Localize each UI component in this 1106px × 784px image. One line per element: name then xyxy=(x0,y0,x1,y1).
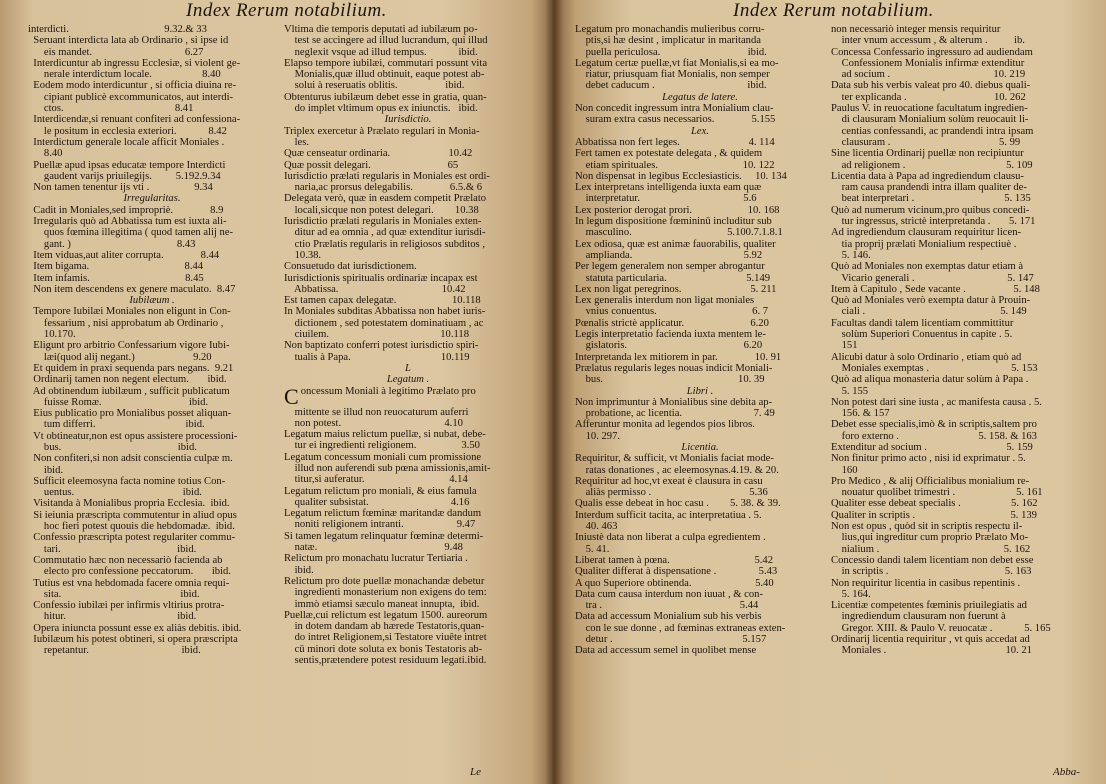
index-entry: 156. & 157 xyxy=(831,408,890,420)
catchword-right: Abba- xyxy=(1053,766,1080,778)
index-entry: Item viduas,aut aliter corrupta. 8.44 xyxy=(28,249,220,261)
index-column-left-2 xyxy=(284,24,532,666)
index-entry: Opera iniuncta possunt esse ex aliàs debitis. ibid. xyxy=(28,622,242,634)
index-entry: tia proprij prælati Monialium respectiuè . xyxy=(831,238,1017,250)
index-entry: test se accingere ad illud lucrandum, qui illud xyxy=(284,35,488,47)
catchword-left: Le xyxy=(470,766,481,778)
index-entry: Per legem generalem non semper abrogantur xyxy=(575,261,765,273)
index-entry: Interpretanda lex mitiorem in par. 10. 91 xyxy=(575,351,782,363)
index-entry: titur,si auferatur. 4.14 xyxy=(284,474,468,486)
index-entry: Pro Medico , & alij Officialibus monialium re- xyxy=(831,475,1030,487)
index-entry: eis mandet. 6.27 xyxy=(28,46,204,58)
index-entry: Delegata verò, quæ in easdem competit Prælato xyxy=(284,193,487,205)
index-entry: 5. 164. xyxy=(831,588,871,600)
index-heading: Iubilæum . xyxy=(129,295,175,307)
index-entry: Monialis,quæ illud obtinuit, eaque potest ab- xyxy=(284,69,485,81)
index-heading: L xyxy=(405,362,411,374)
index-entry: Lex odiosa, quæ est animæ fauorabilis, qualiter xyxy=(575,238,776,250)
index-entry: Abbatissa non fert leges. 4. 114 xyxy=(575,136,775,148)
index-entry: Eodem modo interdicuntur , si officia diuina re- xyxy=(28,80,237,92)
index-entry: Vltima die temporis deputati ad iubilæum po- xyxy=(284,24,478,35)
index-entry: Ad ingrediendum clausuram requiritur licen- xyxy=(831,227,1022,239)
index-entry: sentis,prætendere potest residuum legati.ibid. xyxy=(284,655,487,667)
index-entry: Puellæ apud ipsas educatæ tempore Interdicti xyxy=(28,159,226,171)
index-entry: gaudent varijs priuilegijs. 5.192.9.34 xyxy=(28,170,221,182)
index-entry: ditur ad ea omnia , ad quæ extenditur iurisdi- xyxy=(284,227,486,239)
index-entry: qualiter subsistat. 4.16 xyxy=(284,496,470,508)
index-entry: ctio Prælatis regularis in religiosos subditos , xyxy=(284,238,485,250)
index-entry: tualis à Papa. 10.119 xyxy=(284,351,470,363)
index-entry: do implet vltimum opus ex iniunctis. ibid. xyxy=(284,103,478,115)
index-entry: Data sub his verbis valeat pro 40. diebus quali- xyxy=(831,80,1031,92)
index-entry: Abbatissa. 10.42 xyxy=(284,283,466,295)
index-entry: gant. ) 8.43 xyxy=(28,238,196,250)
index-entry: ibid. xyxy=(28,464,64,476)
index-entry: ibid. xyxy=(284,564,314,576)
index-entry: Commutatio hæc non necessariò facienda ab xyxy=(28,554,223,566)
index-entry: in dotem dandam ab hærede Testatoris,quan- xyxy=(284,621,485,633)
index-entry: Data ad accessum Monialium sub his verbis xyxy=(575,611,762,623)
index-entry: Legatum relictum fœminæ maritandæ dandum xyxy=(284,508,482,520)
index-entry: Prælatus regularis leges nouas indicit Moniali- xyxy=(575,362,773,374)
index-entry: Non tamen tenentur ijs vti . 9.34 xyxy=(28,182,213,194)
right-page xyxy=(553,0,1106,784)
index-entry: Fert tamen ex potestate delegata , & quidem xyxy=(575,148,763,160)
index-entry: cū minori dote soluta ex bonis Testatoris ab- xyxy=(284,643,483,655)
index-entry: ram causa prandendi intra illam qualiter de- xyxy=(831,182,1027,194)
index-entry: Vt obtineatur,non est opus assistere processioni- xyxy=(28,430,238,442)
index-entry: Obtenturus iubilæum debet esse in gratia, quan- xyxy=(284,91,487,103)
index-entry: Iurisdictio prælati regularis in Moniales exten- xyxy=(284,216,482,228)
index-entry: Irregularis quò ad Abbatissa tum est iuxta ali- xyxy=(28,216,227,228)
index-entry: detur . 5.157 xyxy=(575,634,767,646)
index-entry: Alicubi datur à solo Ordinario , etiam quò ad xyxy=(831,351,1022,363)
index-entry: Pœnalis strictè applicatur. 6.20 xyxy=(575,317,769,329)
index-entry: Item bigama. 8.44 xyxy=(28,261,204,273)
index-column-left-1 xyxy=(28,24,276,657)
index-entry: 10.170. xyxy=(28,329,76,341)
index-entry: 5. 41. xyxy=(575,543,610,555)
index-entry: Legatum concessum moniali cum promissione xyxy=(284,451,482,463)
index-entry: 10.38. xyxy=(284,249,322,261)
index-entry: Lex non ligat peregrinos. 5. 211 xyxy=(575,283,777,295)
index-entry: Interdicuntur ab ingressu Ecclesiæ, si violent ge- xyxy=(28,57,241,69)
index-entry: Confessio præscripta potest regulariter commu- xyxy=(28,532,236,544)
index-entry: le positum in ecclesia exteriori. 8.42 xyxy=(28,125,227,137)
index-entry: statuta particularia. 5.149 xyxy=(575,272,771,284)
index-entry: Confessionem Monialis infirmæ extenditur xyxy=(831,57,1025,69)
index-entry: Legatum certæ puellæ,vt fiat Monialis,si ea mo- xyxy=(575,57,779,69)
index-entry: Visitanda à Monialibus propria Ecclesia. ibid. xyxy=(28,498,230,510)
index-entry: Afferuntur monita ad legendos pios libros. xyxy=(575,419,755,431)
index-entry: Si ieiunia præscripta commutentur in aliud opus xyxy=(28,509,237,521)
index-entry: illud non auferendi sub pœna amissionis,amit- xyxy=(284,462,491,474)
index-entry: Lex posterior derogat prori. 10. 168 xyxy=(575,204,780,216)
index-heading: Legatus de latere. xyxy=(662,91,738,103)
index-entry: Non potest dari sine iusta , ac manifesta causa . 5. xyxy=(831,396,1042,408)
index-entry: cipiant publicè excommunicatos, aut interdi- xyxy=(28,91,234,103)
index-entry: tari. ibid. xyxy=(28,543,197,555)
index-entry: Concessum Moniali à legitimo Prælato pro xyxy=(284,385,476,407)
index-entry: fuisse Romæ. ibid. xyxy=(28,396,209,408)
index-entry: Seruant interdicta lata ab Ordinario , si ipse id xyxy=(28,35,229,47)
index-entry: 8.40 xyxy=(28,148,63,160)
index-entry: Relictum pro dote puellæ monachandæ debetur xyxy=(284,575,485,587)
index-entry: beat interpretari . 5. 135 xyxy=(831,193,1031,205)
book-gutter xyxy=(545,0,563,784)
index-entry: 160 xyxy=(831,464,858,476)
index-entry: tur ei ingredienti religionem. 3.50 xyxy=(284,440,480,452)
index-entry: interdicti. 9.32.& 33 xyxy=(28,24,207,35)
index-entry: Qualiter in scriptis . 5. 139 xyxy=(831,509,1037,521)
index-entry: Ordinarij licentia requiritur , vt quis accedat ad xyxy=(831,634,1030,646)
index-entry: Cadit in Moniales,sed impropriè. 8.9 xyxy=(28,204,224,216)
index-entry: Concessio dandi talem licentiam non debet esse xyxy=(831,554,1034,566)
index-entry: Qualiter esse debeat specialis . 5. 162 xyxy=(831,498,1038,510)
index-entry: Licentia data à Papa ad ingrediendum clausu- xyxy=(831,170,1024,182)
index-entry: les. xyxy=(284,136,310,148)
index-entry: probatione, ac licentia. 7. 49 xyxy=(575,408,775,420)
index-entry: Qualis esse debeat in hoc casu . 5. 38. & 39. xyxy=(575,498,781,510)
index-entry: ter explicanda . 10. 262 xyxy=(831,91,1026,103)
index-entry: locali,sicque non potest delegari. 10.38 xyxy=(284,204,479,216)
index-entry: Liberat tamen à pœna. 5.42 xyxy=(575,554,774,566)
index-entry: 5. 155 xyxy=(831,385,869,397)
index-entry: repetantur. ibid. xyxy=(28,645,201,657)
index-entry: Quæ possit delegari. 65 xyxy=(284,159,459,171)
page-header-right: Index Rerum notabilium. xyxy=(733,0,934,21)
index-entry: A quo Superiore obtinenda. 5.40 xyxy=(575,577,774,589)
index-entry: Data ad accessum semel in quolibet mense xyxy=(575,645,757,657)
index-entry: Iurisdictio prælati regularis in Moniales est ordi- xyxy=(284,170,490,182)
index-entry: Sufficit eleemosyna facta nomine totius Con- xyxy=(28,475,226,487)
index-entry: bus. 10. 39 xyxy=(575,374,765,386)
index-entry: bus. ibid. xyxy=(28,441,197,453)
index-entry: mittente se illud non reuocaturum auferri xyxy=(284,406,469,418)
index-entry: riatur, priusquam fiat Monialis, non semper xyxy=(575,69,770,81)
index-entry: Requiritur ad hoc,vt exeat è clausura in casu xyxy=(575,475,763,487)
index-entry: Moniales . 10. 21 xyxy=(831,645,1032,657)
index-entry: Non imprimuntur à Monialibus sine debita ap- xyxy=(575,396,773,408)
index-entry: Ordinarij tamen non negent electum. ibid. xyxy=(28,374,227,386)
index-entry: immò etiamsi sæculo maneat innupta, ibid. xyxy=(284,598,480,610)
index-entry: ctos. 8.41 xyxy=(28,103,194,115)
index-entry: Si tamen legatum relinquatur fœminæ determi- xyxy=(284,530,484,542)
index-entry: quos fœmina illegitima ( quod tamen alij ne- xyxy=(28,227,234,239)
index-entry: Ad obtinendum iubilæum , sufficit publicatum xyxy=(28,385,230,397)
index-entry: etiam spirituales. 10. 122 xyxy=(575,159,775,171)
index-entry: nerale interdictum locale. 8.40 xyxy=(28,69,221,81)
index-heading: Iurisdictio. xyxy=(384,114,432,126)
index-entry: 40. 463 xyxy=(575,521,618,533)
index-entry: In legum dispositione fœmininū includitur sub xyxy=(575,216,772,228)
index-entry: Licentiæ competentes fœminis priuilegiatis ad xyxy=(831,600,1027,612)
index-entry: solùm Superiori Conuentus in capite . 5. xyxy=(831,329,1013,341)
index-entry: læi(quod alij negant.) 9.20 xyxy=(28,351,212,363)
index-entry: tur ingressus, strictè interpretanda . 5. 171 xyxy=(831,216,1036,228)
index-entry: Facultas dandi talem licentiam committitur xyxy=(831,317,1014,329)
index-entry: Paulus V. in reuocatione facultatum ingredien- xyxy=(831,103,1028,115)
index-heading: Lex. xyxy=(691,125,709,137)
index-column-right-2 xyxy=(831,24,1081,657)
index-entry: sita. ibid. xyxy=(28,588,200,600)
index-entry: aliàs permisso . 5.36 xyxy=(575,487,768,499)
index-entry: Interdicendæ,si renuant confiteri ad confessiona- xyxy=(28,114,241,126)
index-heading: Licentia. xyxy=(681,441,719,453)
index-entry: non potest. 4.10 xyxy=(284,417,463,429)
index-entry: Legatum maius relictum puellæ, si nubat, debe- xyxy=(284,429,486,441)
index-entry: Tempore Iubilæi Moniales non eligunt in Con- xyxy=(28,306,231,318)
index-entry: Interdictum generale locale afficit Moniales . xyxy=(28,136,225,148)
index-entry: Moniales exemptas . 5. 153 xyxy=(831,362,1038,374)
index-entry: foro externo . 5. 158. & 163 xyxy=(831,430,1037,442)
index-entry: 5. 146. xyxy=(831,249,871,261)
index-heading: Legatum . xyxy=(386,374,430,386)
index-entry: uentus. ibid. xyxy=(28,487,202,499)
index-entry: Tutius est vna hebdomada facere omnia requi- xyxy=(28,577,230,589)
index-entry: Et quidem in praxi sequenda pars negans. 9.21 xyxy=(28,362,234,374)
index-entry: nouatur quolibet trimestri . 5. 161 xyxy=(831,487,1043,499)
index-entry: tra . 5.44 xyxy=(575,600,759,612)
index-entry: di clausuram Monialium solùm reuocauit li- xyxy=(831,114,1029,126)
index-entry: ciuilem. 10.118 xyxy=(284,329,469,341)
index-entry: Non requiritur licentia in casibus repentinis . xyxy=(831,577,1021,589)
index-entry: 151 xyxy=(831,340,858,352)
index-entry: puella periculosa. ibid. xyxy=(575,46,767,58)
index-entry: Non confiteri,si non adsit conscientia culpæ m. xyxy=(28,453,233,465)
index-entry: Legis interpretatio facienda iuxta mentem le- xyxy=(575,329,766,341)
index-entry: centias confessandi, ac prandendi intra ipsam xyxy=(831,125,1034,137)
index-entry: Quò ad numerum vicinum,pro quibus concedi- xyxy=(831,204,1030,216)
index-entry: hoc fieri potest quouis die hebdomadæ. ibid. xyxy=(28,521,235,533)
index-entry: Consuetudo dat iurisdictionem. xyxy=(284,261,417,273)
index-entry: naria,ac prorsus delegabilis. 6.5.& 6 xyxy=(284,182,483,194)
index-entry: Legatum pro monachandis mulieribus corru- xyxy=(575,24,765,35)
index-entry: ratas donationes , ac eleemosynas.4.19. & 20. xyxy=(575,464,779,476)
index-entry: Legatum relictum pro moniali, & eius famula xyxy=(284,485,477,497)
index-entry: Lex generalis interdum non ligat moniales xyxy=(575,295,755,307)
index-entry: Triplex exercetur à Prælato regulari in Monia- xyxy=(284,125,480,137)
index-entry: Relictum pro monachatu lucratur Tertiaria . xyxy=(284,553,468,565)
index-entry: neglexit vsque ad illud tempus. ibid. xyxy=(284,46,478,58)
index-entry: noniti religionem intranti. 9.47 xyxy=(284,519,476,531)
index-entry: Non baptizato conferri potest iurisdictio spiri- xyxy=(284,340,479,352)
index-entry: non necessariò integer mensis requiritur xyxy=(831,24,1001,35)
index-entry: vnius conuentus. 6. 7 xyxy=(575,306,769,318)
drop-capital: C xyxy=(284,385,299,407)
index-entry: Item infamis. 8.45 xyxy=(28,272,204,284)
index-entry: natæ. 9.48 xyxy=(284,542,463,554)
index-heading: Libri . xyxy=(686,385,714,397)
index-entry: Elapso tempore iubilæi, commutari possunt vita xyxy=(284,57,488,69)
index-entry: Confessio iubilæi per infirmis vltirius protra- xyxy=(28,600,225,612)
index-entry: 10. 297. xyxy=(575,430,621,442)
index-entry: electo pro confessione peccatorum. ibid. xyxy=(28,566,231,578)
index-entry: Non dispensat in legibus Ecclesiasticis. 10. 134 xyxy=(575,170,787,182)
index-entry: interpretatur. 5.6 xyxy=(575,193,757,205)
index-entry: Iurisdictionis spiritualis ordinariæ incapax est xyxy=(284,272,478,284)
index-entry: Lex interpretans intelligenda iuxta eam quæ xyxy=(575,182,762,194)
index-entry: Quò ad Moniales verò exempta datur à Prouin- xyxy=(831,295,1031,307)
index-entry: ad religionem . 5. 109 xyxy=(831,159,1033,171)
index-entry: in scriptis . 5. 163 xyxy=(831,566,1032,578)
index-entry: Concessa Confessario ingressuro ad audiendam xyxy=(831,46,1033,58)
index-entry: fessarium , nisi approbatum ab Ordinario , xyxy=(28,317,224,329)
index-entry: Iubilæum his potest obtineri, si opera præscripta xyxy=(28,634,238,646)
index-entry: nialium . 5. 162 xyxy=(831,543,1031,555)
index-entry: Debet esse specialis,imò & in scriptis,saltem pro xyxy=(831,419,1037,431)
index-entry: do intret Religionem,si Testatore viuête intret xyxy=(284,632,487,644)
index-entry: con le sue donne , ad fœminas extraneas exten- xyxy=(575,622,786,634)
index-entry: ad socium . 10. 219 xyxy=(831,69,1026,81)
index-entry: In Moniales subditas Abbatissa non habet iuris- xyxy=(284,306,486,318)
index-entry: Data cum causa interdum non iuuat , & con- xyxy=(575,588,763,600)
index-entry: ingredienti monasterium non exigens do tem: xyxy=(284,587,487,599)
index-entry: clausuram . 5. 99 xyxy=(831,136,1021,148)
index-entry: inter vnum accessum , & alterum . ib. xyxy=(831,35,1025,47)
index-entry: Quò ad aliqua monasteria datur solùm à Papa . xyxy=(831,374,1029,386)
index-entry: Vicario generali . 5. 147 xyxy=(831,272,1034,284)
index-entry: Extenditur ad socium . 5. 159 xyxy=(831,441,1033,453)
index-entry: Requiritur, & sufficit, vt Monialis faciat mode- xyxy=(575,453,774,465)
index-entry: Quæ censeatur ordinaria. 10.42 xyxy=(284,148,473,160)
index-entry: Qualiter differat à dispensatione . 5.43 xyxy=(575,566,778,578)
index-entry: ptis,si hæ desint , implicatur in maritanda xyxy=(575,35,761,47)
index-entry: gislatoris. 6.20 xyxy=(575,340,763,352)
index-entry: Non finitur primo acto , nisi id exprimatur . 5. xyxy=(831,453,1026,465)
index-entry: Est tamen capax delegatæ. 10.118 xyxy=(284,295,481,307)
index-entry: Eius publicatio pro Monialibus posset aliquan- xyxy=(28,408,232,420)
index-entry: ciali . 5. 149 xyxy=(831,306,1027,318)
index-heading: Irregularitas. xyxy=(123,193,181,205)
index-entry: Sine licentia Ordinarij puellæ non recipiuntur xyxy=(831,148,1024,160)
index-entry: Quò ad Moniales non exemptas datur etiam à xyxy=(831,261,1024,273)
index-entry: amplianda. 5.92 xyxy=(575,249,763,261)
index-entry: Iniustè data non liberat a culpa egredientem . xyxy=(575,532,766,544)
index-entry: Interdum sufficit tacita, ac interpretatiua . 5. xyxy=(575,509,762,521)
index-entry: suram extra casus necessarios. 5.155 xyxy=(575,114,776,126)
index-entry: hitur. ibid. xyxy=(28,611,197,623)
index-entry: Item à Capitulo , Sede vacante . 5. 148 xyxy=(831,283,1040,295)
index-entry: dictionem , sed potestatem dominatiuam , ac xyxy=(284,317,484,329)
index-entry: solui à reseruatis oblitis. ibid. xyxy=(284,80,465,92)
page-header-left: Index Rerum notabilium. xyxy=(186,0,387,21)
index-entry: Eligunt pro arbitrio Confessarium vigore Iubi- xyxy=(28,340,230,352)
index-entry: tum differri. ibid. xyxy=(28,419,205,431)
index-entry: Non concedit ingressum intra Monialium clau- xyxy=(575,103,774,115)
index-entry: ingrediendum clausuram non fuerunt à xyxy=(831,611,1006,623)
index-entry: Puellæ,cui relictum est legatum 1500. aureorum xyxy=(284,609,488,621)
index-entry: Gregor. XIII. & Paulo V. reuocatæ . 5. 165 xyxy=(831,622,1051,634)
index-entry: lius,qui ingreditur cum proprio Prælato Mo- xyxy=(831,532,1029,544)
index-entry: debet caducum . ibid. xyxy=(575,80,767,92)
index-column-right-1 xyxy=(575,24,825,657)
index-entry: Non est opus , quòd sit in scriptis respectu il- xyxy=(831,521,1023,533)
index-entry: Non item descendens ex genere maculato. 8.47 xyxy=(28,283,236,295)
index-entry: masculino. 5.100.7.1.8.1 xyxy=(575,227,783,239)
